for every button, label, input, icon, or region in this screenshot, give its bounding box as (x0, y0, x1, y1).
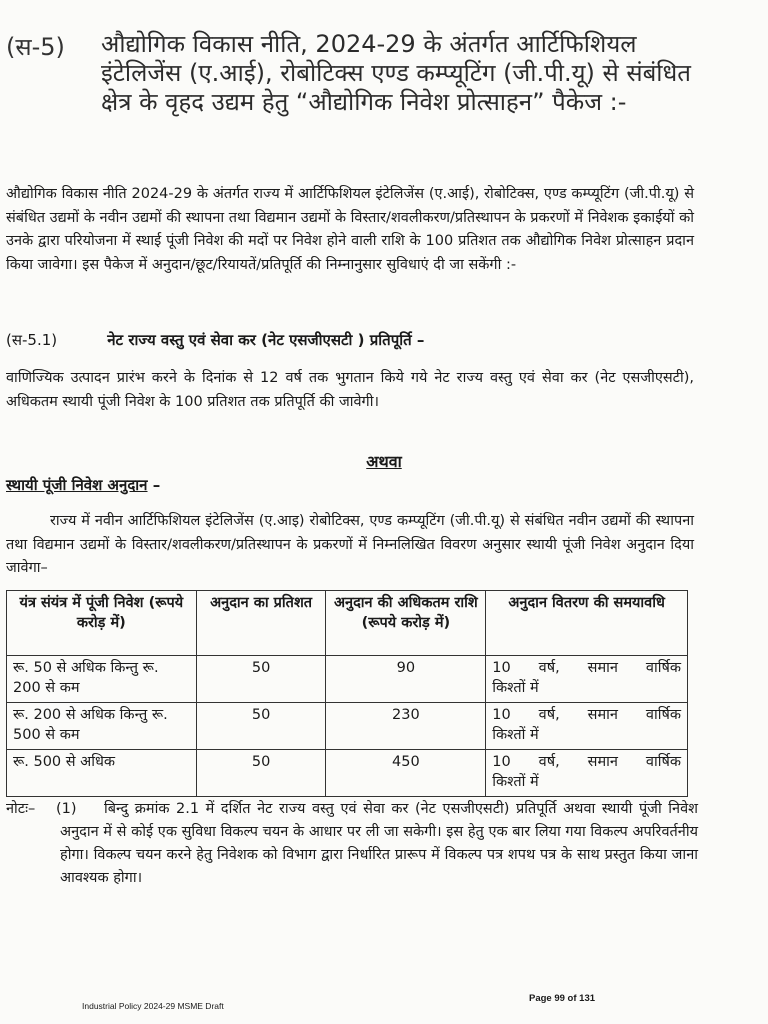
cell-percent: 50 (196, 703, 326, 750)
capital-grant-dash: – (147, 476, 161, 494)
header-investment: यंत्र संयंत्र में पूंजी निवेश (रूपये करोड़ में) (7, 591, 197, 656)
note-number: (1) (56, 801, 77, 817)
header-period: अनुदान वितरण की समयावधि (486, 591, 688, 656)
cell-percent: 50 (196, 656, 326, 703)
cell-percent: 50 (196, 750, 326, 797)
section-heading (6, 30, 706, 117)
table-row (7, 703, 688, 750)
cell-range: रू. 200 से अधिक किन्तु रू. 500 से कम (7, 703, 197, 750)
note-block (6, 798, 698, 890)
note-text: बिन्दु क्रमांक 2.1 में दर्शित नेट राज्य वस्तु एवं सेवा कर (नेट एसजीएसटी) प्रतिपूर्ति अथवा स्थायी पूंजी निवेश अनुदान में से कोई एक सुविधा विकल्प चयन के आधार पर ली जा सकेगी। इस हेतु एक बार लिया गया विकल्प अपरिवर्तनीय होगा। विकल्प चयन करने हेतु निवेशक को विभाग द्वारा निर्धारित प्रारूप में विकल्प पत्र शपथ पत्र के साथ प्रस्तुत किया जाना आवश्यक होगा। (60, 801, 698, 886)
cell-range: रू. 500 से अधिक (7, 750, 197, 797)
header-max-amount: अनुदान की अधिकतम राशि (रूपये करोड़ में) (326, 591, 486, 656)
footer-page-number: Page 99 of 131 (529, 993, 596, 1004)
footer-document-title: Industrial Policy 2024-29 MSME Draft (82, 1001, 224, 1011)
note-label: नोटः– (6, 801, 36, 817)
table-header-row (7, 591, 688, 656)
section-title: औद्योगिक विकास नीति, 2024-29 के अंतर्गत आर्टिफिशियल इंटेलिजेंस (ए.आई), रोबोटिक्स एण्ड कम्प्यूटिंग (जी.पी.यू) से संबंधित क्षेत्र के वृहद उद्यम हेतु “औद्योगिक निवेश प्रोत्साहन” पैकेज :- (101, 30, 691, 116)
header-percent: अनुदान का प्रतिशत (196, 591, 326, 656)
cell-period: 10 वर्ष, समान वार्षिक किश्तों में (486, 750, 688, 797)
cell-period: 10 वर्ष, समान वार्षिक किश्तों में (486, 656, 688, 703)
capital-grant-heading (6, 475, 160, 495)
cell-max: 90 (326, 656, 486, 703)
cell-range: रू. 50 से अधिक किन्तु रू. 200 से कम (7, 656, 197, 703)
capital-grant-title: स्थायी पूंजी निवेश अनुदान (6, 476, 148, 494)
or-label: अथवा (366, 452, 402, 471)
cell-max: 450 (326, 750, 486, 797)
subsection-number: (स-5.1) (6, 331, 58, 349)
subsection-title: नेट राज्य वस्तु एवं सेवा कर (नेट एसजीएसटी ) प्रतिपूर्ति – (107, 331, 425, 349)
table-row (7, 750, 688, 797)
intro-paragraph: औद्योगिक विकास नीति 2024-29 के अंतर्गत राज्य में आर्टिफिशियल इंटेलिजेंस (ए.आई), रोबोटिक्स, एण्ड कम्प्यूटिंग (जी.पी.यू) से संबंधित उद्यमों के नवीन उद्यमों की स्थापना तथा विद्यमान उद्यमों के विस्तार/शवलीकरण/प्रतिस्थापन के प्रकरणों में निवेशक इकाईयों को उनके द्वारा परियोजना में स्थाई पूंजी निवेश की मदों पर निवेश होने वाली राशि के 100 प्रतिशत तक औद्योगिक निवेश प्रोत्साहन प्रदान किया जावेगा। इस पैकेज में अनुदान/छूट/रियायतें/प्रतिपूर्ति की निम्नानुसार सुविधाएं दी जा सकेंगी :- (6, 186, 694, 273)
cell-period: 10 वर्ष, समान वार्षिक किश्तों में (486, 703, 688, 750)
section-number: (स-5) (6, 33, 65, 61)
grant-table (6, 590, 688, 797)
sgst-paragraph: वाणिज्यिक उत्पादन प्रारंभ करने के दिनांक से 12 वर्ष तक भुगतान किये गये नेट राज्य वस्तु एवं सेवा कर (नेट एसजीएसटी), अधिकतम स्थायी पूंजी निवेश के 100 प्रतिशत तक प्रतिपूर्ति की जावेगी। (6, 370, 694, 410)
capital-grant-paragraph: राज्य में नवीन आर्टिफिशियल इंटेलिजेंस (ए.आइ) रोबोटिक्स, एण्ड कम्प्यूटिंग (जी.पी.यू) से संबंधित नवीन उद्यमों की स्थापना तथा विद्यमान उद्यमों के विस्तार/शवलीकरण/प्रतिस्थापन के प्रकरणों में निम्नलिखित विवरण अनुसार स्थायी पूंजी निवेश अनुदान दिया जावेगा– (6, 513, 694, 576)
table-row (7, 656, 688, 703)
cell-max: 230 (326, 703, 486, 750)
subsection-heading (6, 330, 424, 350)
